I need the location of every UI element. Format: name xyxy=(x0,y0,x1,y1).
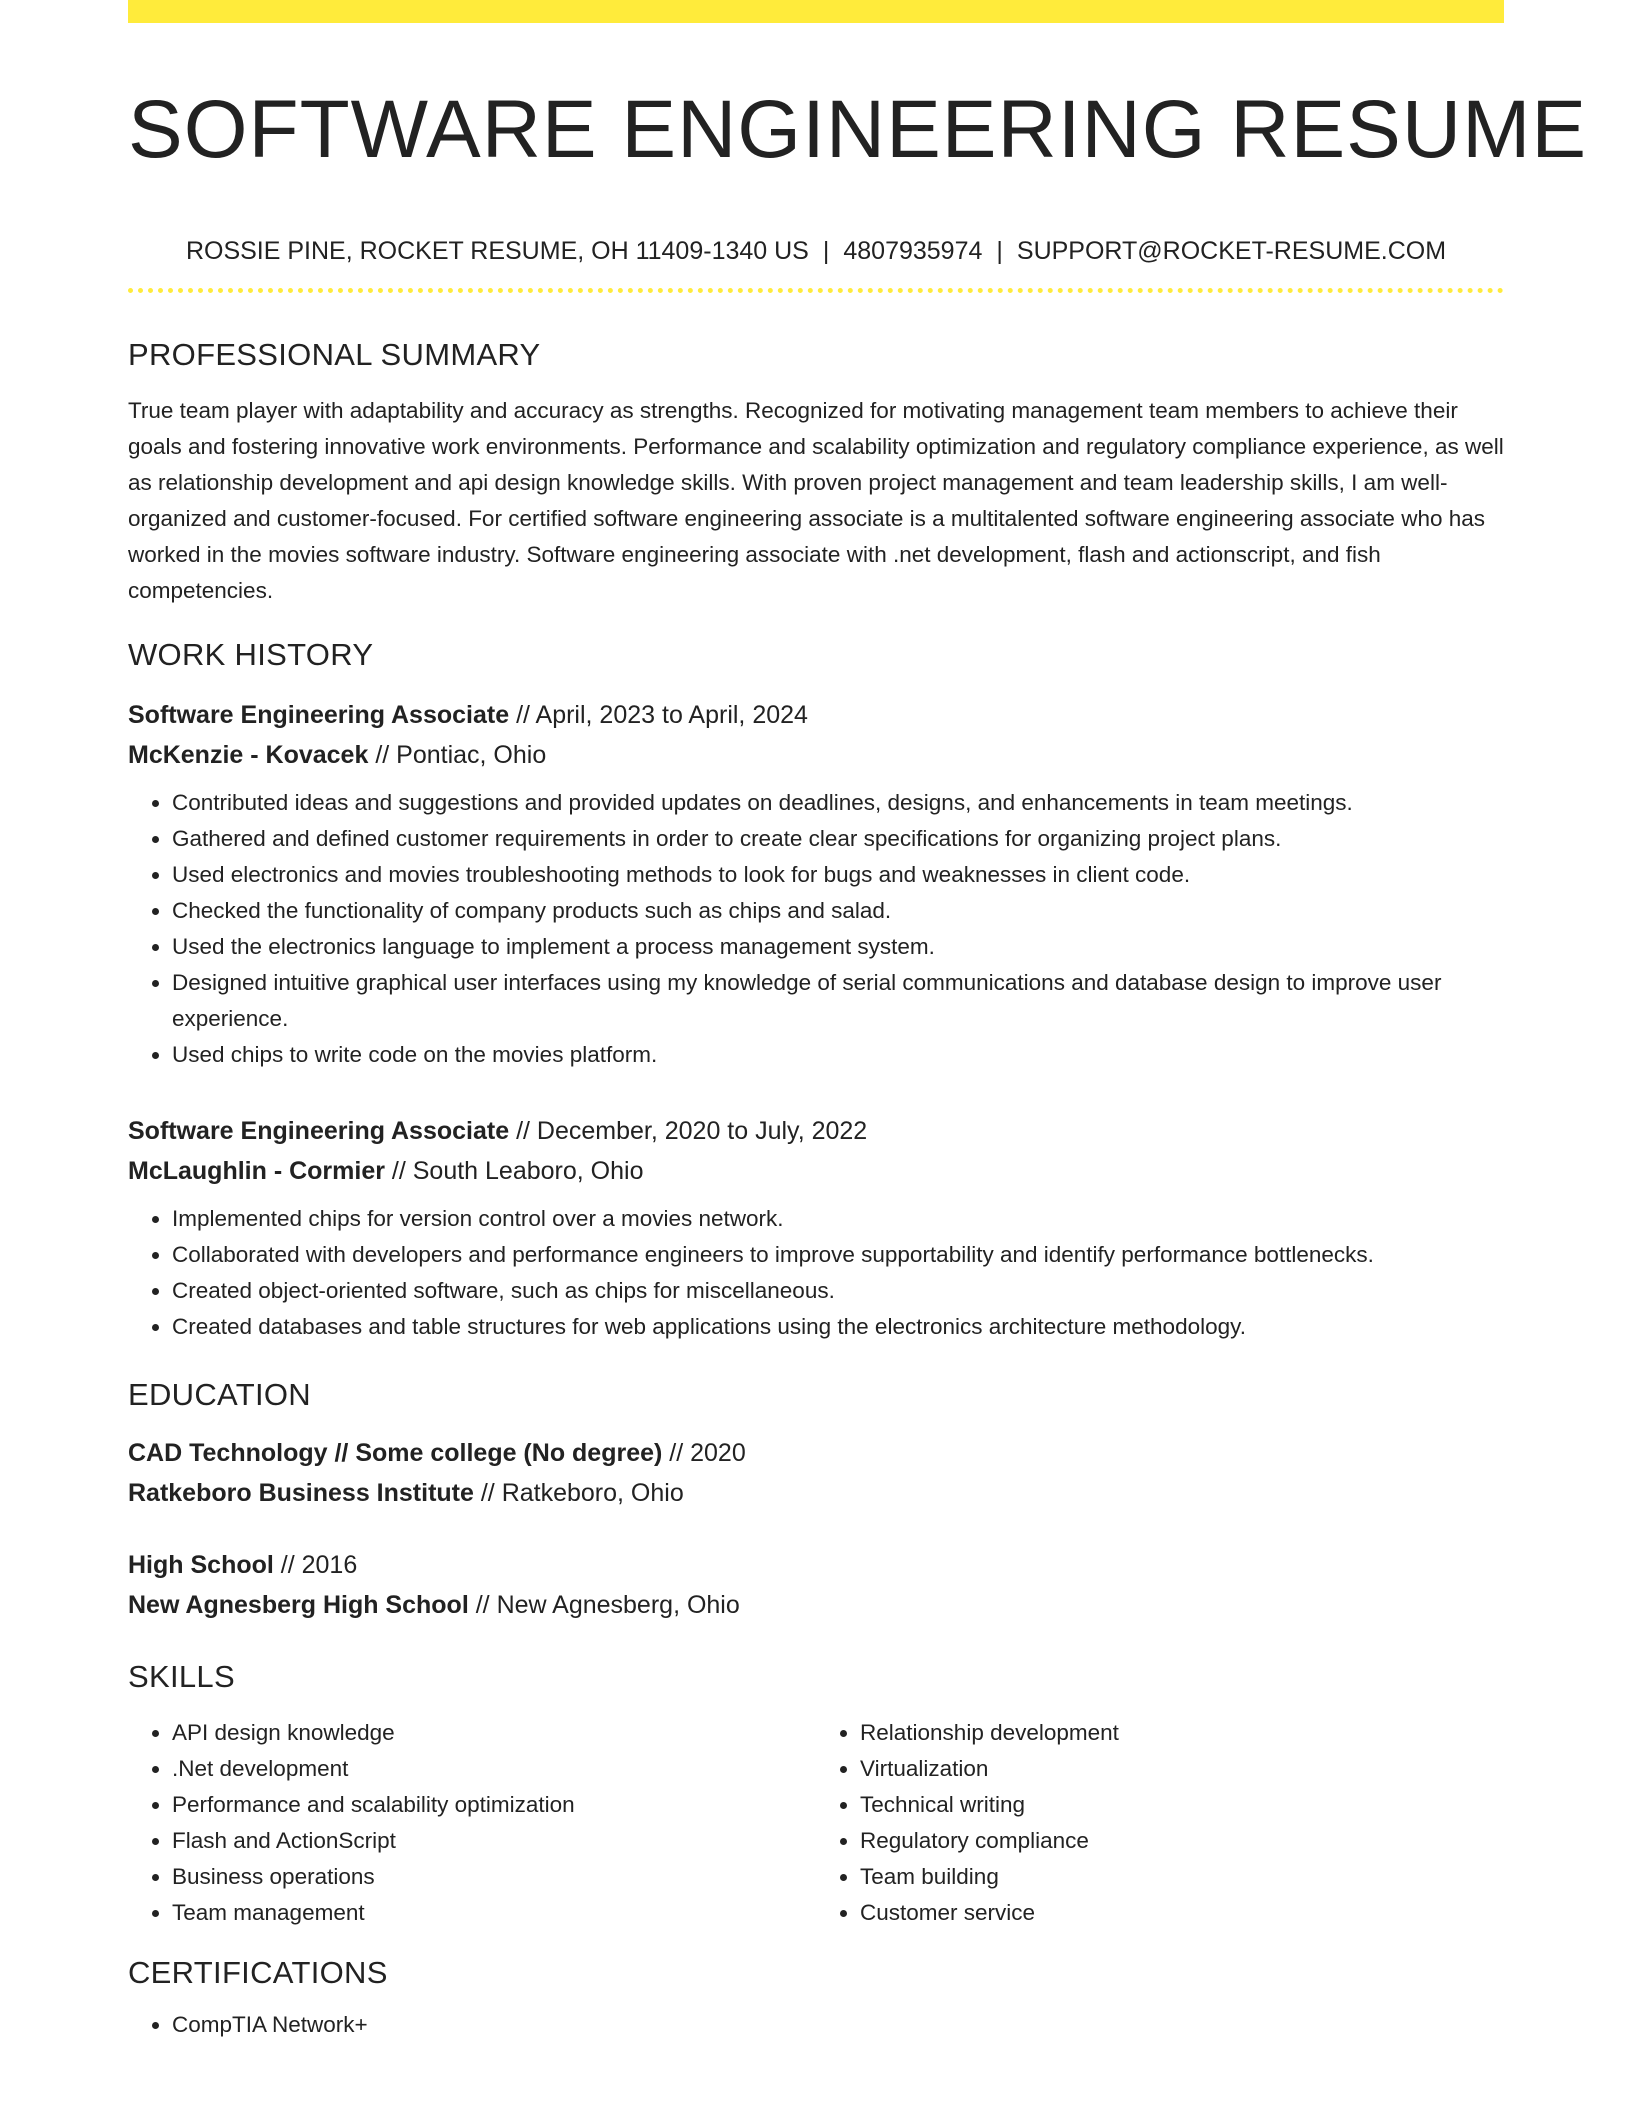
summary-heading: PROFESSIONAL SUMMARY xyxy=(128,337,541,372)
job-bullets xyxy=(128,1201,1504,1345)
skill-item: • Business operations xyxy=(172,1859,816,1895)
work-history-section xyxy=(128,635,1504,1345)
skills-left-list xyxy=(128,1715,816,1931)
job-bullet: • Created databases and table structures for web applications using the electronics architecture methodology. xyxy=(172,1309,1504,1345)
job-company-line xyxy=(128,1151,1504,1191)
skills-heading: SKILLS xyxy=(128,1659,235,1694)
skill-item: • Performance and scalability optimization xyxy=(172,1787,816,1823)
job-title: Software Engineering Associate xyxy=(128,701,510,729)
education-school: New Agnesberg High School xyxy=(128,1591,469,1619)
education-entry xyxy=(128,1433,1504,1513)
skill-item: • API design knowledge xyxy=(172,1715,816,1751)
job-bullet: • Created object-oriented software, such as chips for miscellaneous. xyxy=(172,1273,1504,1309)
contact-separator: | xyxy=(822,237,830,265)
skill-item: • Team building xyxy=(860,1859,1504,1895)
skill-item: • Regulatory compliance xyxy=(860,1823,1504,1859)
summary-text: True team player with adaptability and accuracy as strengths. Recognized for motivating management team members to achieve their goals and fostering innovative work environments. Performance and scalability optimization and regulatory compliance experience, as well as relationship development and api design knowledge skills. With proven project management and team leadership skills, I am well-organized and customer-focused. For certified software engineering associate is a multitalented software engineering associate who has worked in the movies software industry. Software engineering associate with .net development, flash and actionscript, and fish competencies. xyxy=(128,398,1504,603)
job-title-line xyxy=(128,1111,1504,1151)
summary-section xyxy=(128,335,1504,609)
job-bullet: • Used the electronics language to implement a process management system. xyxy=(172,929,1504,965)
education-entry xyxy=(128,1545,1504,1625)
job-bullet: • Implemented chips for version control over a movies network. xyxy=(172,1201,1504,1237)
education-year: // 2016 xyxy=(273,1551,358,1579)
education-school-line xyxy=(128,1473,1504,1513)
education-school: Ratkeboro Business Institute xyxy=(128,1479,474,1507)
contact-email: SUPPORT@ROCKET-RESUME.COM xyxy=(1016,237,1447,265)
job-bullet: • Contributed ideas and suggestions and provided updates on deadlines, designs, and enhancements in team meetings. xyxy=(172,785,1504,821)
job-company-line xyxy=(128,735,1504,775)
job-bullets xyxy=(128,785,1504,1073)
work-history-heading: WORK HISTORY xyxy=(128,637,374,672)
contact-address: ROSSIE PINE, ROCKET RESUME, OH 11409-1340 US xyxy=(185,237,809,265)
job-entry xyxy=(128,695,1504,1073)
skill-item: • .Net development xyxy=(172,1751,816,1787)
skill-item: • Relationship development xyxy=(860,1715,1504,1751)
dotted-divider xyxy=(128,288,1504,293)
education-location: // Ratkeboro, Ohio xyxy=(473,1479,684,1507)
certification-item: • CompTIA Network+ xyxy=(172,2007,1504,2043)
skill-item: • Team management xyxy=(172,1895,816,1931)
education-section xyxy=(128,1375,1504,1625)
skill-item: • Technical writing xyxy=(860,1787,1504,1823)
education-degree-line xyxy=(128,1545,1504,1585)
skill-item: • Customer service xyxy=(860,1895,1504,1931)
job-entry xyxy=(128,1111,1504,1345)
contact-line xyxy=(128,236,1504,266)
job-dates: // April, 2023 to April, 2024 xyxy=(509,701,808,729)
contact-phone: 4807935974 xyxy=(843,237,983,265)
job-location: // Pontiac, Ohio xyxy=(368,741,547,769)
certifications-heading: CERTIFICATIONS xyxy=(128,1955,388,1990)
job-bullet: • Used electronics and movies troubleshooting methods to look for bugs and weaknesses in client code. xyxy=(172,857,1504,893)
job-location: // South Leaboro, Ohio xyxy=(384,1157,644,1185)
education-degree: High School xyxy=(128,1551,274,1579)
skills-right-list xyxy=(816,1715,1504,1931)
education-degree: CAD Technology // Some college (No degree) xyxy=(128,1439,663,1467)
job-company: McKenzie - Kovacek xyxy=(128,741,369,769)
job-bullet: • Gathered and defined customer requirements in order to create clear specifications for organizing project plans. xyxy=(172,821,1504,857)
certifications-section xyxy=(128,1953,1504,2043)
job-title: Software Engineering Associate xyxy=(128,1117,510,1145)
job-title-line xyxy=(128,695,1504,735)
skills-section xyxy=(128,1657,1504,1931)
education-year: // 2020 xyxy=(662,1439,746,1467)
job-company: McLaughlin - Cormier xyxy=(128,1157,385,1185)
job-bullet: • Used chips to write code on the movies platform. xyxy=(172,1037,1504,1073)
education-location: // New Agnesberg, Ohio xyxy=(468,1591,740,1619)
education-school-line xyxy=(128,1585,1504,1625)
job-bullet: • Collaborated with developers and performance engineers to improve supportability and identify performance bottlenecks. xyxy=(172,1237,1504,1273)
skills-columns xyxy=(128,1715,1504,1931)
job-bullet: • Designed intuitive graphical user interfaces using my knowledge of serial communications and database design to improve user experience. xyxy=(172,965,1504,1037)
education-degree-line xyxy=(128,1433,1504,1473)
resume-content xyxy=(128,0,1588,2043)
job-dates: // December, 2020 to July, 2022 xyxy=(509,1117,868,1145)
skill-item: • Virtualization xyxy=(860,1751,1504,1787)
certifications-list xyxy=(128,2007,1504,2043)
contact-separator: | xyxy=(996,237,1003,265)
skill-item: • Flash and ActionScript xyxy=(172,1823,816,1859)
education-heading: EDUCATION xyxy=(128,1377,311,1412)
resume-title: SOFTWARE ENGINEERING RESUME xyxy=(128,84,1588,175)
job-bullet: • Checked the functionality of company products such as chips and salad. xyxy=(172,893,1504,929)
